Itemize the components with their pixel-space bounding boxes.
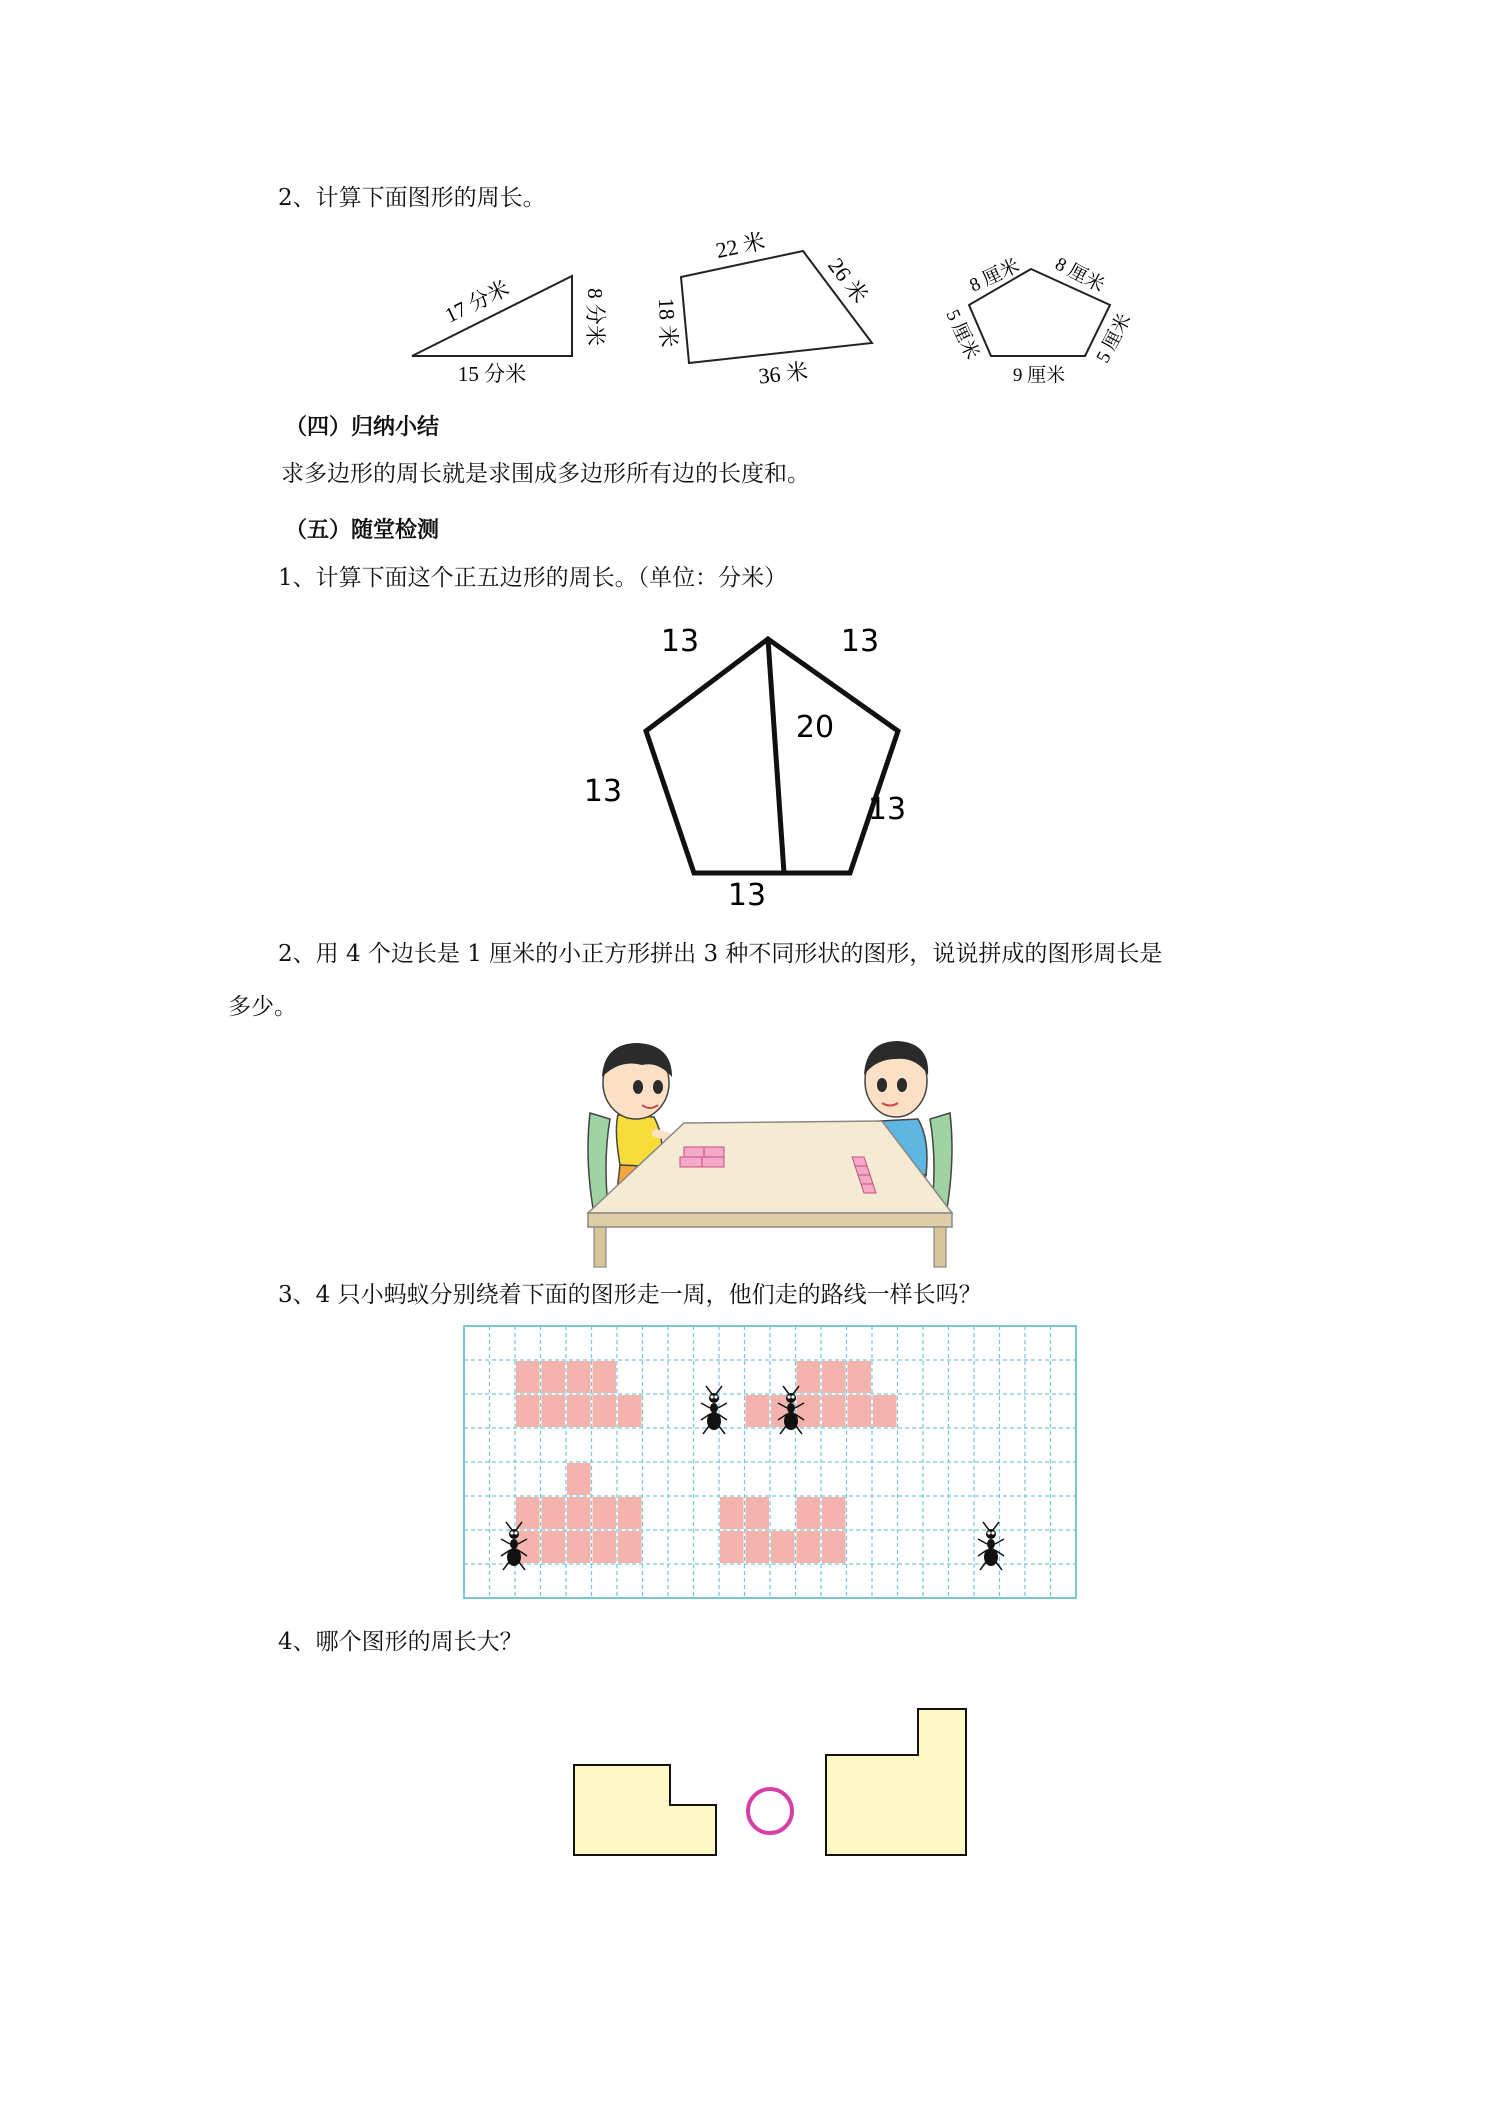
quad-top-label: 22 米 — [713, 228, 768, 264]
pink-cell — [593, 1531, 617, 1563]
pink-cell — [542, 1395, 566, 1427]
t1-title: 1、计算下面这个正五边形的周长。（单位：分米） — [278, 565, 788, 591]
pentagon-small-bottom-label: 9 厘米 — [1012, 365, 1066, 386]
pink-cell — [567, 1463, 591, 1495]
big-pentagon-diagonal-label: 20 — [795, 710, 835, 745]
ant-grid-figure — [460, 1322, 1080, 1604]
big-pentagon-figure — [560, 615, 920, 915]
right-l-shape — [826, 1709, 966, 1855]
pink-cell — [618, 1497, 642, 1529]
pink-cell — [593, 1395, 617, 1427]
pentagon-small-top-right-label: 8 厘米 — [1051, 253, 1108, 297]
pink-cell — [593, 1497, 617, 1529]
pink-cell — [746, 1395, 770, 1427]
pink-cell — [822, 1395, 846, 1427]
small-pentagon-figure — [935, 245, 1155, 395]
ant-icon — [701, 1386, 727, 1434]
triangle-figure — [400, 262, 620, 392]
quadrilateral-figure — [650, 225, 890, 395]
pentagon-small-right-label: 5 厘米 — [1092, 310, 1136, 367]
pink-cell — [593, 1361, 617, 1393]
pink-cell — [797, 1395, 821, 1427]
t4-title: 4、哪个图形的周长大？ — [278, 1629, 523, 1655]
pentagon-small-left-label: 5 厘米 — [941, 306, 983, 363]
pink-cell — [873, 1395, 897, 1427]
pink-cell — [771, 1531, 795, 1563]
quad-right-label: 26 米 — [823, 253, 873, 308]
compare-shapes-figure — [570, 1705, 990, 1865]
pink-cell — [542, 1531, 566, 1563]
kids-at-table-illustration — [580, 1035, 960, 1270]
triangle-hyp-label: 17 分米 — [440, 275, 513, 328]
comparison-circle[interactable] — [748, 1789, 792, 1833]
pink-cell — [618, 1531, 642, 1563]
section4-text: 求多边形的周长就是求围成多边形所有边的长度和。 — [281, 461, 810, 487]
pink-cell — [516, 1395, 540, 1427]
pink-cell — [746, 1497, 770, 1529]
pink-cell — [618, 1395, 642, 1427]
pink-cell — [567, 1531, 591, 1563]
quad-bottom-label: 36 米 — [757, 358, 810, 389]
pink-cell — [822, 1497, 846, 1529]
left-l-shape — [574, 1765, 716, 1855]
big-pentagon-top-right-label: 13 — [840, 624, 880, 659]
pink-cell — [797, 1361, 821, 1393]
triangle-right-label: 8 分米 — [583, 288, 607, 346]
pentagon-small-top-left-label: 8 厘米 — [966, 255, 1023, 297]
section4-heading: （四）归纳小结 — [285, 415, 440, 440]
pink-cell — [822, 1361, 846, 1393]
big-pentagon-bottom-label: 13 — [727, 878, 767, 913]
t2-line1: 2、用 4 个边长是 1 厘米的小正方形拼出 3 种不同形状的图形，说说拼成的图形周长是 — [278, 941, 1163, 967]
big-pentagon-right-label: 13 — [867, 792, 907, 827]
pink-cell — [567, 1497, 591, 1529]
pink-cell — [567, 1395, 591, 1427]
pink-cell — [516, 1361, 540, 1393]
pink-cell — [746, 1531, 770, 1563]
pink-cell — [542, 1497, 566, 1529]
big-pentagon-left-label: 13 — [583, 774, 623, 809]
pink-cell — [720, 1531, 744, 1563]
q2-title: 2、计算下面图形的周长。 — [278, 185, 546, 211]
pink-cell — [720, 1497, 744, 1529]
pink-cell — [848, 1395, 872, 1427]
t2-line2: 多少。 — [228, 994, 297, 1020]
pink-cell — [797, 1531, 821, 1563]
pink-cell — [822, 1531, 846, 1563]
pink-cell — [567, 1361, 591, 1393]
pink-cell — [542, 1361, 566, 1393]
big-pentagon-top-left-label: 13 — [660, 624, 700, 659]
triangle-bottom-label: 15 分米 — [457, 362, 527, 386]
pink-cell — [797, 1497, 821, 1529]
pink-cell — [848, 1361, 872, 1393]
t3-title: 3、4 只小蚂蚁分别绕着下面的图形走一周，他们走的路线一样长吗？ — [278, 1282, 982, 1308]
section5-heading: （五）随堂检测 — [285, 518, 440, 543]
quad-left-label: 18 米 — [653, 297, 682, 348]
